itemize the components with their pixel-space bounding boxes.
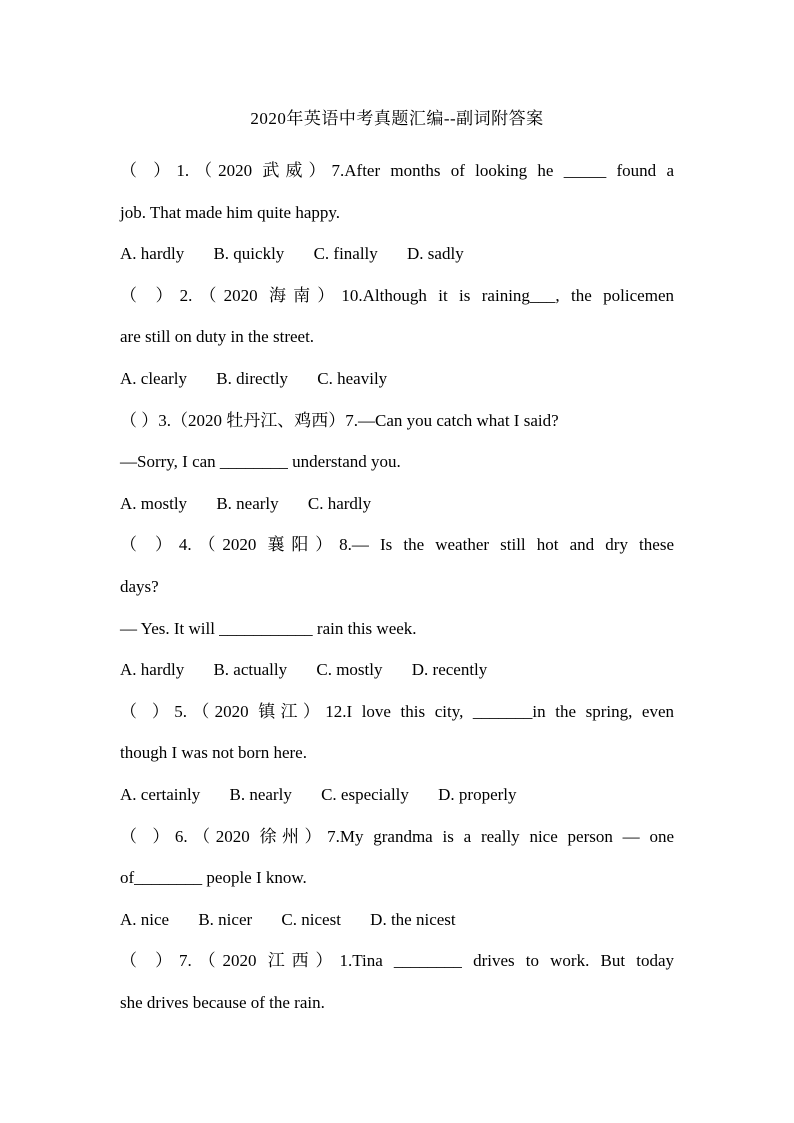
option-d: D. recently bbox=[411, 660, 488, 680]
option-d: D. the nicest bbox=[370, 909, 456, 929]
question-4-stem-cont: days? bbox=[120, 576, 159, 596]
option-b: B. actually bbox=[213, 660, 288, 680]
question-2-options bbox=[120, 358, 674, 400]
option-a: A. mostly bbox=[120, 493, 188, 513]
question-4-stem: （ ）4.（2020 襄阳）8.— Is the weather still hot and dry these bbox=[120, 535, 674, 555]
option-a: A. nice bbox=[120, 909, 170, 929]
option-b: B. quickly bbox=[213, 244, 285, 264]
option-c: C. hardly bbox=[307, 493, 372, 513]
option-d: D. sadly bbox=[407, 244, 464, 264]
question-6-stem: （ ）6.（2020 徐州）7.My grandma is a really nice person — one bbox=[120, 826, 674, 846]
question-7-stem: （ ）7.（2020 江西）1.Tina ________ drives to work. But today bbox=[120, 951, 674, 971]
option-a: A. hardly bbox=[120, 244, 185, 264]
option-c: C. heavily bbox=[317, 368, 388, 388]
option-c: C. finally bbox=[313, 244, 378, 264]
question-4-options bbox=[120, 649, 674, 691]
question-6-stem-cont: of________ people I know. bbox=[120, 868, 307, 888]
option-c: C. mostly bbox=[316, 660, 383, 680]
question-2-stem: （ ）2.（2020 海南）10.Although it is raining___, the policemen bbox=[120, 285, 674, 305]
option-b: B. nearly bbox=[216, 493, 279, 513]
question-2-stem-cont: are still on duty in the street. bbox=[120, 327, 315, 347]
question-1-stem-cont: job. That made him quite happy. bbox=[120, 202, 341, 222]
question-5-options bbox=[120, 774, 674, 816]
option-d: D. properly bbox=[438, 784, 517, 804]
question-4-stem-cont-2: — Yes. It will ___________ rain this week. bbox=[120, 618, 417, 638]
document-title: 2020年英语中考真题汇编--副词附答案 bbox=[250, 109, 544, 128]
question-1-options bbox=[120, 233, 674, 275]
question-3-stem: （ ）3.（2020 牡丹江、鸡西）7.—Can you catch what I said? bbox=[120, 410, 559, 430]
question-list bbox=[120, 150, 674, 1023]
question-6-options bbox=[120, 899, 674, 941]
option-b: B. nicer bbox=[198, 909, 253, 929]
question-5-stem-cont: though I was not born here. bbox=[120, 743, 307, 763]
option-c: C. nicest bbox=[281, 909, 341, 929]
option-c: C. especially bbox=[321, 784, 409, 804]
question-7-stem-cont: she drives because of the rain. bbox=[120, 992, 325, 1012]
option-b: B. nearly bbox=[229, 784, 292, 804]
option-a: A. clearly bbox=[120, 368, 188, 388]
option-a: A. hardly bbox=[120, 660, 185, 680]
option-b: B. directly bbox=[216, 368, 289, 388]
option-a: A. certainly bbox=[120, 784, 201, 804]
question-3-options bbox=[120, 483, 674, 525]
question-1-stem: （ ）1.（2020 武威）7.After months of looking he _____ found a bbox=[120, 161, 674, 180]
question-5-stem: （ ）5.（2020 镇江）12.I love this city, _______in the spring, even bbox=[120, 701, 674, 721]
question-3-stem-cont: —Sorry, I can ________ understand you. bbox=[120, 452, 401, 472]
